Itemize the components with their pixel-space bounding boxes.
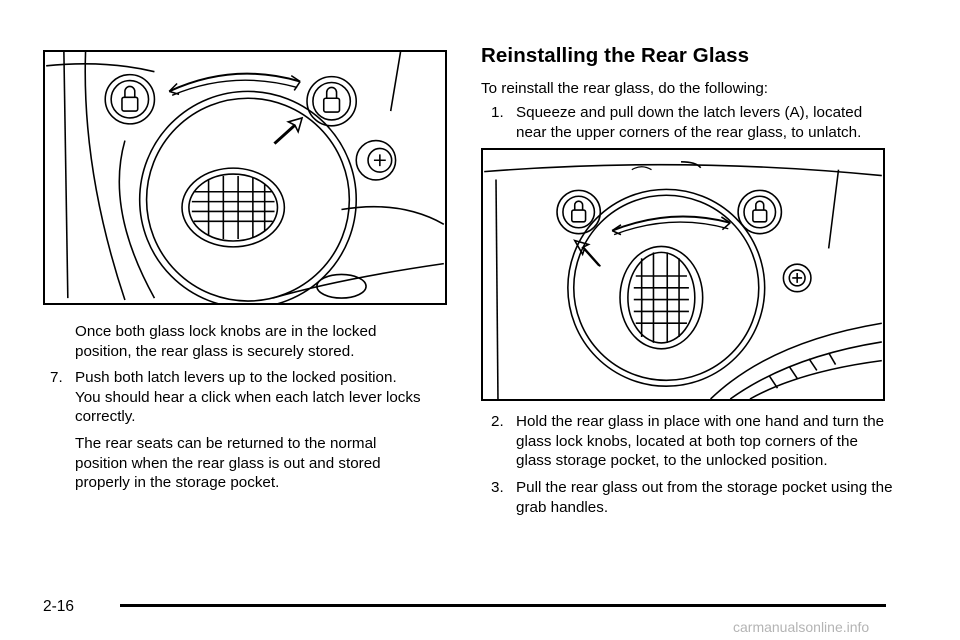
note-rear-seats: The rear seats can be returned to the normal position when the rear glass is out and stored properly in the storage pocket. [75,435,381,491]
page-number: 2-16 [43,598,75,615]
lock-icon-right [307,77,356,126]
lock-icon-left [557,190,600,233]
step-text: Squeeze and pull down the latch levers (A), located near the upper corners of the rear glass, to unlatch. [516,104,863,141]
watermark-link[interactable]: carmanualsonline.info [733,619,870,635]
step-number: 1. [491,104,504,121]
figure-latch-levers [481,148,885,401]
figure-rear-glass-locked-knob [43,50,447,305]
intro-text: To reinstall the rear glass, do the following: [481,80,769,97]
note-knobs-locked: Once both glass lock knobs are in the locked position, the rear glass is securely stored. [75,323,377,360]
step-text: Push both latch levers up to the locked position. You should hear a click when each latch lever locks correctly. [75,369,421,425]
step-number: 7. [50,369,63,386]
step-text: Hold the rear glass in place with one hand and turn the glass lock knobs, located at both top corners of the glass storage pocket, to the unlocked position. [516,413,885,469]
illustration-latch-levers [483,150,883,399]
step-text: Pull the rear glass out from the storage pocket using the grab handles. [516,479,893,516]
footer-rule [120,604,886,607]
lock-icon-left [105,75,154,124]
step-number: 3. [491,479,504,496]
section-heading: Reinstalling the Rear Glass [481,44,750,67]
illustration-locked-knob [45,52,445,303]
step-number: 2. [491,413,504,430]
